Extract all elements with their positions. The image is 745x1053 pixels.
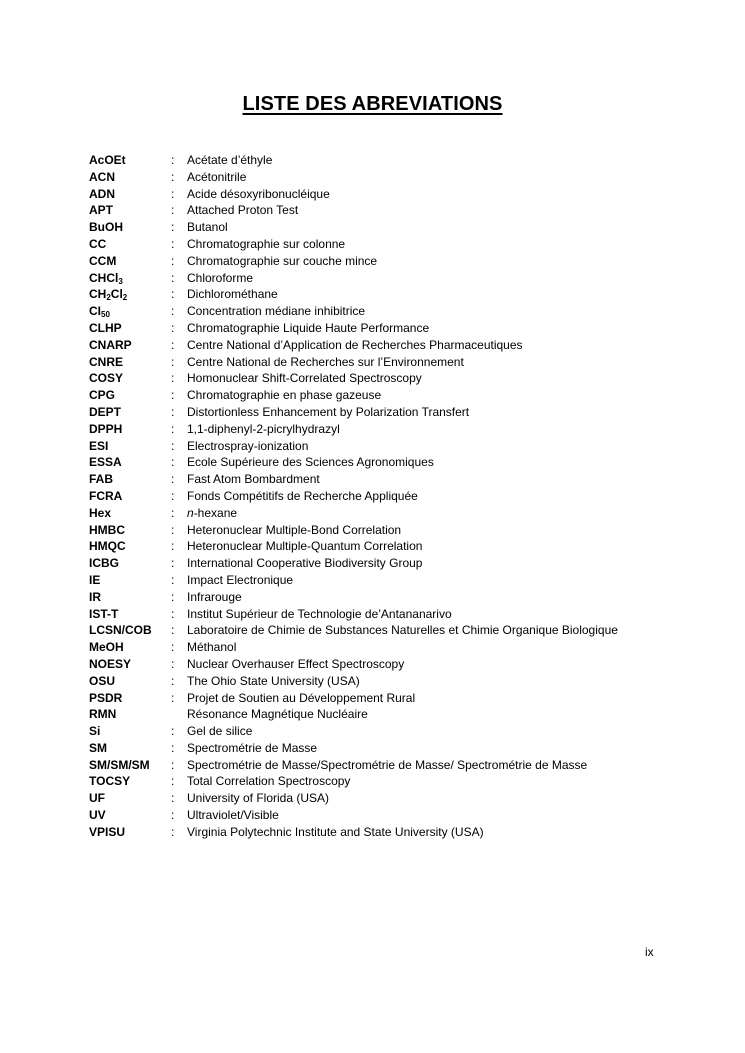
abbreviation-row: [89, 337, 689, 354]
separator-colon: :: [171, 404, 175, 419]
abbreviation-term: SM/SM/SM: [89, 757, 150, 772]
abbreviation-row: [89, 673, 689, 690]
abbreviation-term: ESI: [89, 438, 109, 453]
separator-colon: :: [171, 488, 175, 503]
separator-colon: :: [171, 472, 175, 487]
abbreviation-row: [89, 773, 689, 790]
abbreviation-definition: [187, 505, 237, 522]
abbreviation-definition: Centre National d’Application de Recherches Pharmaceutiques: [187, 337, 523, 352]
abbreviation-definition: Laboratoire de Chimie de Substances Naturelles et Chimie Organique Biologique: [187, 623, 618, 638]
separator-colon: :: [171, 640, 175, 655]
abbreviation-term: CCM: [89, 253, 117, 268]
abbreviation-definition: Nuclear Overhauser Effect Spectroscopy: [187, 656, 405, 671]
abbreviation-list: [89, 152, 689, 841]
abbreviation-term: CC: [89, 236, 107, 251]
abbreviation-row: [89, 471, 689, 488]
separator-colon: :: [171, 522, 175, 537]
abbreviation-definition: Spectrométrie de Masse: [187, 740, 318, 755]
abbreviation-term: APT: [89, 203, 113, 218]
abbreviation-row: [89, 202, 689, 219]
abbreviation-definition: Electrospray-ionization: [187, 438, 309, 453]
abbreviation-term: IE: [89, 572, 101, 587]
abbreviation-row: [89, 152, 689, 169]
abbreviation-term: OSU: [89, 673, 116, 688]
abbreviation-definition: Fonds Compétitifs de Recherche Appliquée: [187, 488, 418, 503]
abbreviation-term: ACN: [89, 169, 115, 184]
separator-colon: :: [171, 371, 175, 386]
definition-italic-part: n: [187, 505, 194, 520]
abbreviation-definition: International Cooperative Biodiversity Group: [187, 556, 423, 571]
separator-colon: :: [171, 673, 175, 688]
abbreviation-definition: Spectrométrie de Masse/Spectrométrie de Masse/ Spectrométrie de Masse: [187, 757, 588, 772]
abbreviation-term: ADN: [89, 186, 115, 201]
abbreviation-row: [89, 622, 689, 639]
abbreviation-term: BuOH: [89, 220, 123, 235]
abbreviation-term: AcOEt: [89, 153, 126, 167]
abbreviation-definition: Virginia Polytechnic Institute and State University (USA): [187, 824, 484, 839]
abbreviation-definition: Projet de Soutien au Développement Rural: [187, 690, 416, 705]
abbreviation-row: [89, 253, 689, 270]
abbreviation-term: PSDR: [89, 690, 123, 705]
separator-colon: :: [171, 556, 175, 571]
abbreviation-row: [89, 186, 689, 203]
abbreviation-definition: Homonuclear Shift-Correlated Spectroscopy: [187, 371, 422, 386]
abbreviation-term: CPG: [89, 388, 116, 403]
separator-colon: :: [171, 724, 175, 739]
abbreviation-row: [89, 488, 689, 505]
abbreviation-term: [89, 286, 171, 303]
abbreviation-row: [89, 438, 689, 455]
separator-colon: :: [171, 505, 175, 520]
abbreviation-row: [89, 421, 689, 438]
separator-colon: :: [171, 287, 175, 302]
page-title: LISTE DES ABREVIATIONS: [242, 93, 503, 115]
abbreviation-row: [89, 236, 689, 253]
abbreviation-part: Cl: [110, 287, 123, 302]
abbreviation-definition: Chromatographie sur couche mince: [187, 253, 378, 268]
abbreviation-definition: Butanol: [187, 220, 228, 235]
abbreviation-definition: Centre National de Recherches sur l’Environnement: [187, 354, 464, 369]
separator-colon: :: [171, 253, 175, 268]
abbreviation-row: [89, 740, 689, 757]
abbreviation-row: [89, 639, 689, 656]
separator-colon: :: [171, 354, 175, 369]
abbreviation-subscript: 50: [101, 310, 110, 320]
separator-colon: :: [171, 455, 175, 470]
abbreviation-term: MeOH: [89, 640, 124, 655]
abbreviation-term: HMBC: [89, 522, 125, 537]
separator-colon: :: [171, 808, 175, 823]
abbreviation-term: NOESY: [89, 656, 132, 671]
separator-colon: :: [171, 572, 175, 587]
separator-colon: :: [171, 236, 175, 251]
abbreviation-definition: Dichlorométhane: [187, 287, 278, 302]
abbreviation-term: ESSA: [89, 455, 122, 470]
abbreviation-row: [89, 320, 689, 337]
abbreviation-term: FAB: [89, 472, 113, 487]
abbreviation-term: DEPT: [89, 404, 122, 419]
abbreviation-term: CLHP: [89, 320, 122, 335]
abbreviation-row: [89, 303, 689, 320]
abbreviation-definition: Impact Electronique: [187, 572, 294, 587]
abbreviation-term: SM: [89, 740, 107, 755]
abbreviation-row: [89, 555, 689, 572]
abbreviation-term: RMN: [89, 707, 117, 722]
abbreviation-row: [89, 454, 689, 471]
separator-colon: :: [171, 337, 175, 352]
abbreviation-term: IR: [89, 589, 101, 604]
abbreviation-row: [89, 354, 689, 371]
abbreviation-row: [89, 757, 689, 774]
abbreviation-definition: University of Florida (USA): [187, 791, 330, 806]
abbreviation-row: [89, 606, 689, 623]
abbreviation-definition: Gel de silice: [187, 724, 253, 739]
abbreviation-definition: Chromatographie Liquide Haute Performance: [187, 320, 430, 335]
abbreviation-definition: 1,1-diphenyl-2-picrylhydrazyl: [187, 421, 340, 436]
abbreviation-term: COSY: [89, 371, 124, 386]
separator-colon: :: [171, 623, 175, 638]
separator-colon: :: [171, 606, 175, 621]
separator-colon: :: [171, 186, 175, 201]
abbreviation-row: [89, 790, 689, 807]
abbreviation-definition: Fast Atom Bombardment: [187, 472, 320, 487]
abbreviation-row: [89, 807, 689, 824]
separator-colon: :: [171, 153, 175, 167]
abbreviation-definition: Chromatographie en phase gazeuse: [187, 388, 382, 403]
abbreviation-term: TOCSY: [89, 774, 131, 789]
abbreviation-definition: Acide désoxyribonucléique: [187, 186, 330, 201]
abbreviation-row: [89, 404, 689, 421]
abbreviation-term: CNRE: [89, 354, 124, 369]
separator-colon: :: [171, 589, 175, 604]
separator-colon: :: [171, 203, 175, 218]
separator-colon: :: [171, 690, 175, 705]
abbreviation-term: ICBG: [89, 556, 119, 571]
abbreviation-row: [89, 656, 689, 673]
separator-colon: [171, 706, 187, 723]
abbreviation-subscript: 2: [122, 293, 128, 303]
abbreviation-term: [89, 270, 171, 287]
abbreviation-row: [89, 824, 689, 841]
abbreviation-definition: Infrarouge: [187, 589, 242, 604]
separator-colon: :: [171, 220, 175, 235]
abbreviation-row: [89, 370, 689, 387]
abbreviation-row: [89, 572, 689, 589]
abbreviation-term: Si: [89, 724, 101, 739]
abbreviation-term: UF: [89, 791, 105, 806]
abbreviation-definition: Institut Supérieur de Technologie de’Antananarivo: [187, 606, 452, 621]
abbreviation-row: [89, 589, 689, 606]
abbreviation-part: CI: [89, 304, 101, 319]
abbreviation-row: [89, 706, 689, 723]
page-number: ix: [645, 945, 654, 959]
abbreviation-row: [89, 169, 689, 186]
abbreviation-row: [89, 723, 689, 740]
separator-colon: :: [171, 388, 175, 403]
abbreviation-row: [89, 505, 689, 522]
abbreviation-subscript: 3: [118, 276, 123, 286]
definition-text: -hexane: [193, 505, 238, 520]
abbreviation-term: [89, 303, 171, 320]
abbreviation-term: LCSN/COB: [89, 623, 152, 638]
abbreviation-term: VPISU: [89, 824, 126, 839]
abbreviation-definition: Méthanol: [187, 640, 237, 655]
abbreviation-term: UV: [89, 808, 106, 823]
abbreviation-definition: Total Correlation Spectroscopy: [187, 774, 351, 789]
separator-colon: :: [171, 421, 175, 436]
abbreviation-term: Hex: [89, 505, 112, 520]
abbreviation-subscript: 2: [106, 293, 111, 303]
abbreviation-definition: Acétonitrile: [187, 169, 247, 184]
abbreviation-row: [89, 219, 689, 236]
abbreviation-part: CH: [89, 287, 107, 302]
abbreviation-term: CNARP: [89, 337, 132, 352]
separator-colon: :: [171, 740, 175, 755]
abbreviation-row: [89, 286, 689, 303]
separator-colon: :: [171, 270, 175, 285]
abbreviation-term: IST-T: [89, 606, 119, 621]
abbreviation-definition: Résonance Magnétique Nucléaire: [187, 707, 368, 722]
abbreviation-definition: Heteronuclear Multiple-Bond Correlation: [187, 522, 402, 537]
separator-colon: :: [171, 774, 175, 789]
abbreviation-term: HMQC: [89, 539, 126, 554]
separator-colon: :: [171, 320, 175, 335]
abbreviation-definition: Acétate d’éthyle: [187, 153, 273, 167]
separator-colon: :: [171, 656, 175, 671]
abbreviation-definition: Chloroforme: [187, 270, 254, 285]
abbreviation-part: CHCl: [89, 270, 119, 285]
separator-colon: :: [171, 791, 175, 806]
abbreviation-definition: Distortionless Enhancement by Polarization Transfert: [187, 404, 470, 419]
separator-colon: :: [171, 824, 175, 839]
separator-colon: :: [171, 438, 175, 453]
abbreviation-term: DPPH: [89, 421, 123, 436]
abbreviation-definition: Heteronuclear Multiple-Quantum Correlation: [187, 539, 423, 554]
abbreviation-definition: Ecole Supérieure des Sciences Agronomiques: [187, 455, 434, 470]
abbreviation-definition: Ultraviolet/Visible: [187, 808, 279, 823]
abbreviation-row: [89, 522, 689, 539]
separator-colon: :: [171, 539, 175, 554]
abbreviation-row: [89, 690, 689, 707]
separator-colon: :: [171, 169, 175, 184]
abbreviation-definition: Concentration médiane inhibitrice: [187, 304, 366, 319]
separator-colon: :: [171, 757, 175, 772]
abbreviation-definition: Chromatographie sur colonne: [187, 236, 346, 251]
abbreviation-term: FCRA: [89, 488, 123, 503]
abbreviation-row: [89, 387, 689, 404]
abbreviation-definition: Attached Proton Test: [187, 203, 299, 218]
abbreviation-row: [89, 270, 689, 287]
separator-colon: :: [171, 304, 175, 319]
abbreviation-row: [89, 538, 689, 555]
abbreviation-definition: The Ohio State University (USA): [187, 673, 360, 688]
